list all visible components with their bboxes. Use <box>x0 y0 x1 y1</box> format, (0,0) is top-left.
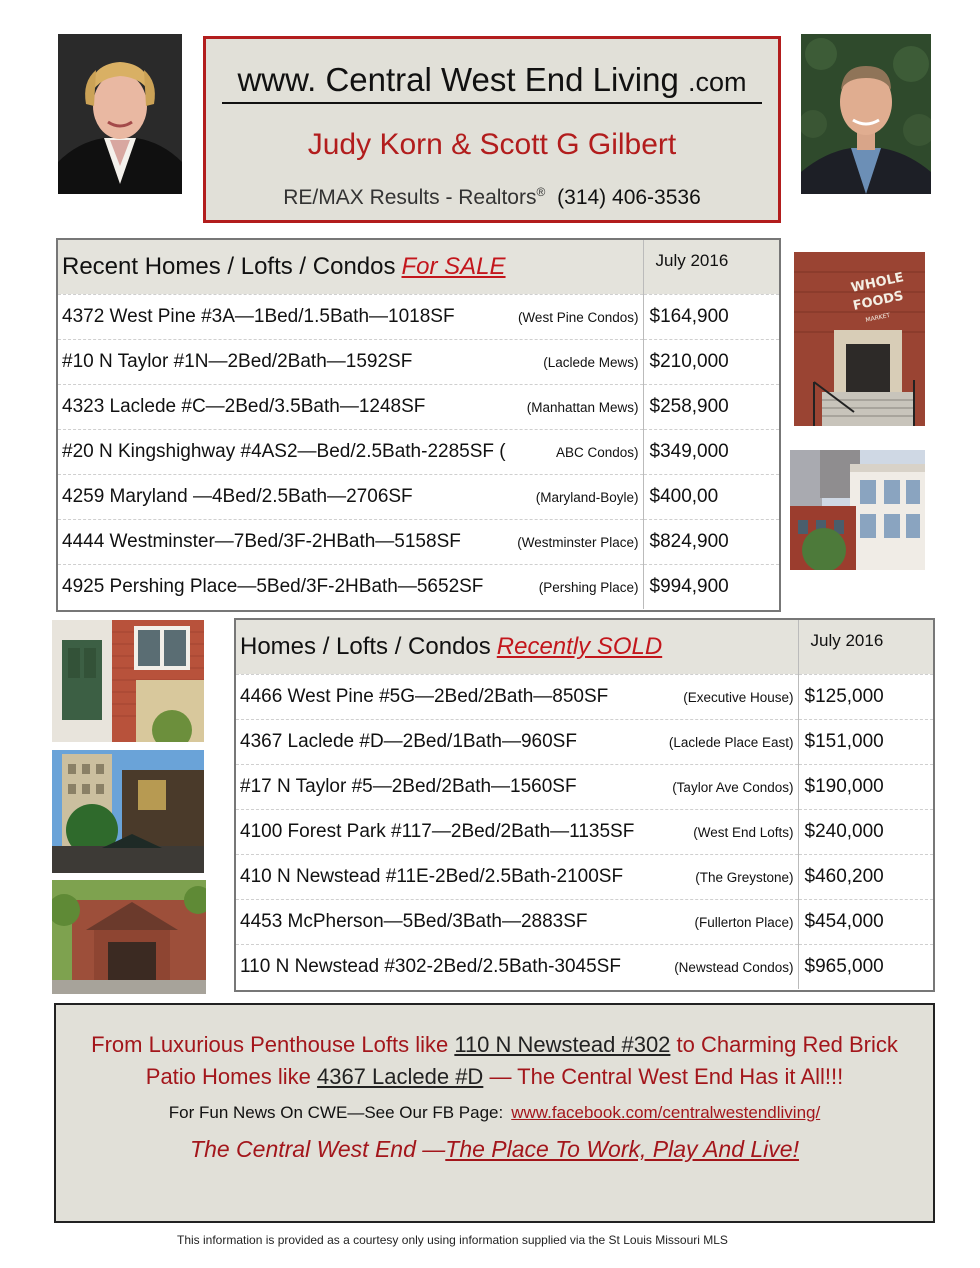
site-url-main: www. Central West End Living <box>237 61 679 98</box>
listing-cell <box>58 564 643 609</box>
phone-number[interactable]: (314) 406-3536 <box>557 186 701 209</box>
listing-price: $454,000 <box>798 899 933 944</box>
promo-line-2 <box>56 1064 933 1090</box>
listing-price: $210,000 <box>643 339 779 384</box>
listing-price: $151,000 <box>798 719 933 764</box>
listing-price: $965,000 <box>798 944 933 989</box>
street-cafe-photo <box>52 750 204 873</box>
agents-name: Judy Korn & Scott G Gilbert <box>307 128 677 161</box>
promo-line1-start: From Luxurious Penthouse Lofts like <box>91 1032 449 1057</box>
listing-address: 4925 Pershing Place—5Bed/3F-2HBath—5652SF <box>62 575 484 597</box>
promo-line2-end: — The Central West End Has it All!!! <box>489 1064 844 1089</box>
agent-photo-scott <box>801 34 931 194</box>
listing-address: 4100 Forest Park #117—2Bed/2Bath—1135SF <box>240 820 635 842</box>
sold-month: July 2016 <box>798 620 933 674</box>
listing-building: (Maryland-Boyle) <box>535 489 639 505</box>
sold-table <box>234 618 935 992</box>
tagline-end: The Place To Work, Play And Live! <box>445 1136 799 1162</box>
listing-cell <box>236 899 798 944</box>
header-divider <box>222 102 762 104</box>
table-row <box>236 899 933 944</box>
svg-text:WHOLE: WHOLE <box>849 270 906 296</box>
registered-mark: ® <box>536 185 546 199</box>
sold-header <box>236 620 933 674</box>
listing-building: (West Pine Condos) <box>517 309 639 325</box>
listing-building: (West End Lofts) <box>693 824 794 840</box>
listing-address: 4372 West Pine #3A—1Bed/1.5Bath—1018SF <box>62 305 455 327</box>
table-row <box>236 854 933 899</box>
table-row <box>58 474 779 519</box>
header-box <box>203 36 781 223</box>
tagline-start: The Central West End — <box>190 1136 446 1162</box>
table-row <box>58 339 779 384</box>
listing-price: $400,00 <box>643 474 779 519</box>
listing-building: (Manhattan Mews) <box>526 399 639 415</box>
listing-building: (Taylor Ave Condos) <box>672 779 794 795</box>
listing-cell <box>236 809 798 854</box>
listing-address: 4323 Laclede #C—2Bed/3.5Bath—1248SF <box>62 395 426 417</box>
listing-cell <box>236 944 798 989</box>
listing-building: (The Greystone) <box>695 869 794 885</box>
listing-address: #20 N Kingshighway #4AS2—Bed/2.5Bath-2285SF ( <box>62 440 506 462</box>
listing-address: 4466 West Pine #5G—2Bed/2Bath—850SF <box>240 685 609 707</box>
sold-title: Homes / Lofts / Condos <box>240 632 491 660</box>
arched-entry-photo <box>52 880 206 994</box>
table-row <box>236 674 933 719</box>
listing-price: $258,900 <box>643 384 779 429</box>
table-row <box>58 384 779 429</box>
listing-building: (Westminster Place) <box>517 534 639 550</box>
mls-disclaimer: This information is provided as a courtesy only using information supplied via the St Louis Missouri MLS <box>165 1230 915 1250</box>
table-row <box>58 429 779 474</box>
promo-box <box>54 1003 935 1223</box>
promo-tagline <box>56 1136 933 1163</box>
modern-building-photo <box>790 450 925 570</box>
listing-address: 4259 Maryland —4Bed/2.5Bath—2706SF <box>62 485 413 507</box>
table-row <box>58 294 779 339</box>
site-url[interactable] <box>206 61 778 99</box>
promo-facebook-line <box>56 1103 933 1123</box>
promo-line-1 <box>56 1032 933 1058</box>
listing-price: $824,900 <box>643 519 779 564</box>
listing-building: ABC Condos) <box>555 444 639 460</box>
whole-foods-photo <box>794 252 925 426</box>
listing-cell <box>58 429 643 474</box>
listing-address: 110 N Newstead #302-2Bed/2.5Bath-3045SF <box>240 955 621 977</box>
listing-cell <box>58 519 643 564</box>
promo-line1-end: to Charming Red Brick <box>676 1032 898 1057</box>
listing-address: 4444 Westminster—7Bed/3F-2HBath—5158SF <box>62 530 461 552</box>
listing-price: $994,900 <box>643 564 779 609</box>
listing-price: $349,000 <box>643 429 779 474</box>
table-row <box>236 764 933 809</box>
listing-cell <box>58 474 643 519</box>
table-row <box>236 944 933 989</box>
for-sale-accent: For SALE <box>401 252 506 280</box>
listing-address: 410 N Newstead #11E-2Bed/2.5Bath-2100SF <box>240 865 624 887</box>
listing-address: #10 N Taylor #1N—2Bed/2Bath—1592SF <box>62 350 413 372</box>
site-url-suffix: .com <box>688 67 747 97</box>
listing-building: (Pershing Place) <box>538 579 639 595</box>
listing-building: (Executive House) <box>683 689 794 705</box>
listing-price: $460,200 <box>798 854 933 899</box>
table-row <box>236 809 933 854</box>
promo-line2-start: Patio Homes like <box>145 1064 311 1089</box>
for-sale-title: Recent Homes / Lofts / Condos <box>62 252 396 280</box>
listing-price: $125,000 <box>798 674 933 719</box>
brick-door-photo <box>52 620 204 742</box>
listing-cell <box>58 339 643 384</box>
listing-cell <box>236 674 798 719</box>
listing-address: 4367 Laclede #D—2Bed/1Bath—960SF <box>240 730 577 752</box>
listing-cell <box>236 854 798 899</box>
brokerage-line <box>206 185 778 210</box>
table-row <box>58 519 779 564</box>
listing-address: 4453 McPherson—5Bed/3Bath—2883SF <box>240 910 588 932</box>
promo-link-laclede[interactable]: 4367 Laclede #D <box>316 1064 484 1089</box>
listing-building: (Laclede Place East) <box>668 734 794 750</box>
promo-link-newstead[interactable]: 110 N Newstead #302 <box>454 1032 671 1057</box>
listing-cell <box>58 384 643 429</box>
table-row <box>236 719 933 764</box>
listing-price: $190,000 <box>798 764 933 809</box>
facebook-prompt: For Fun News On CWE—See Our FB Page: <box>168 1103 504 1122</box>
sold-accent: Recently SOLD <box>496 632 663 660</box>
brokerage-name: RE/MAX Results - Realtors <box>283 186 537 209</box>
svg-text:MARKET: MARKET <box>864 311 891 324</box>
listing-building: (Laclede Mews) <box>543 354 639 370</box>
listing-cell <box>58 294 643 339</box>
for-sale-month: July 2016 <box>643 240 779 294</box>
svg-text:FOODS: FOODS <box>851 288 905 314</box>
table-row <box>58 564 779 609</box>
listing-cell <box>236 719 798 764</box>
for-sale-header <box>58 240 779 294</box>
agent-photo-judy <box>58 34 182 194</box>
listing-address: #17 N Taylor #5—2Bed/2Bath—1560SF <box>240 775 577 797</box>
for-sale-table <box>56 238 781 612</box>
listing-price: $164,900 <box>643 294 779 339</box>
listing-building: (Fullerton Place) <box>694 914 794 930</box>
listing-price: $240,000 <box>798 809 933 854</box>
listing-cell <box>236 764 798 809</box>
facebook-link[interactable]: www.facebook.com/centralwestendliving/ <box>511 1103 821 1122</box>
listing-building: (Newstead Condos) <box>674 959 794 975</box>
